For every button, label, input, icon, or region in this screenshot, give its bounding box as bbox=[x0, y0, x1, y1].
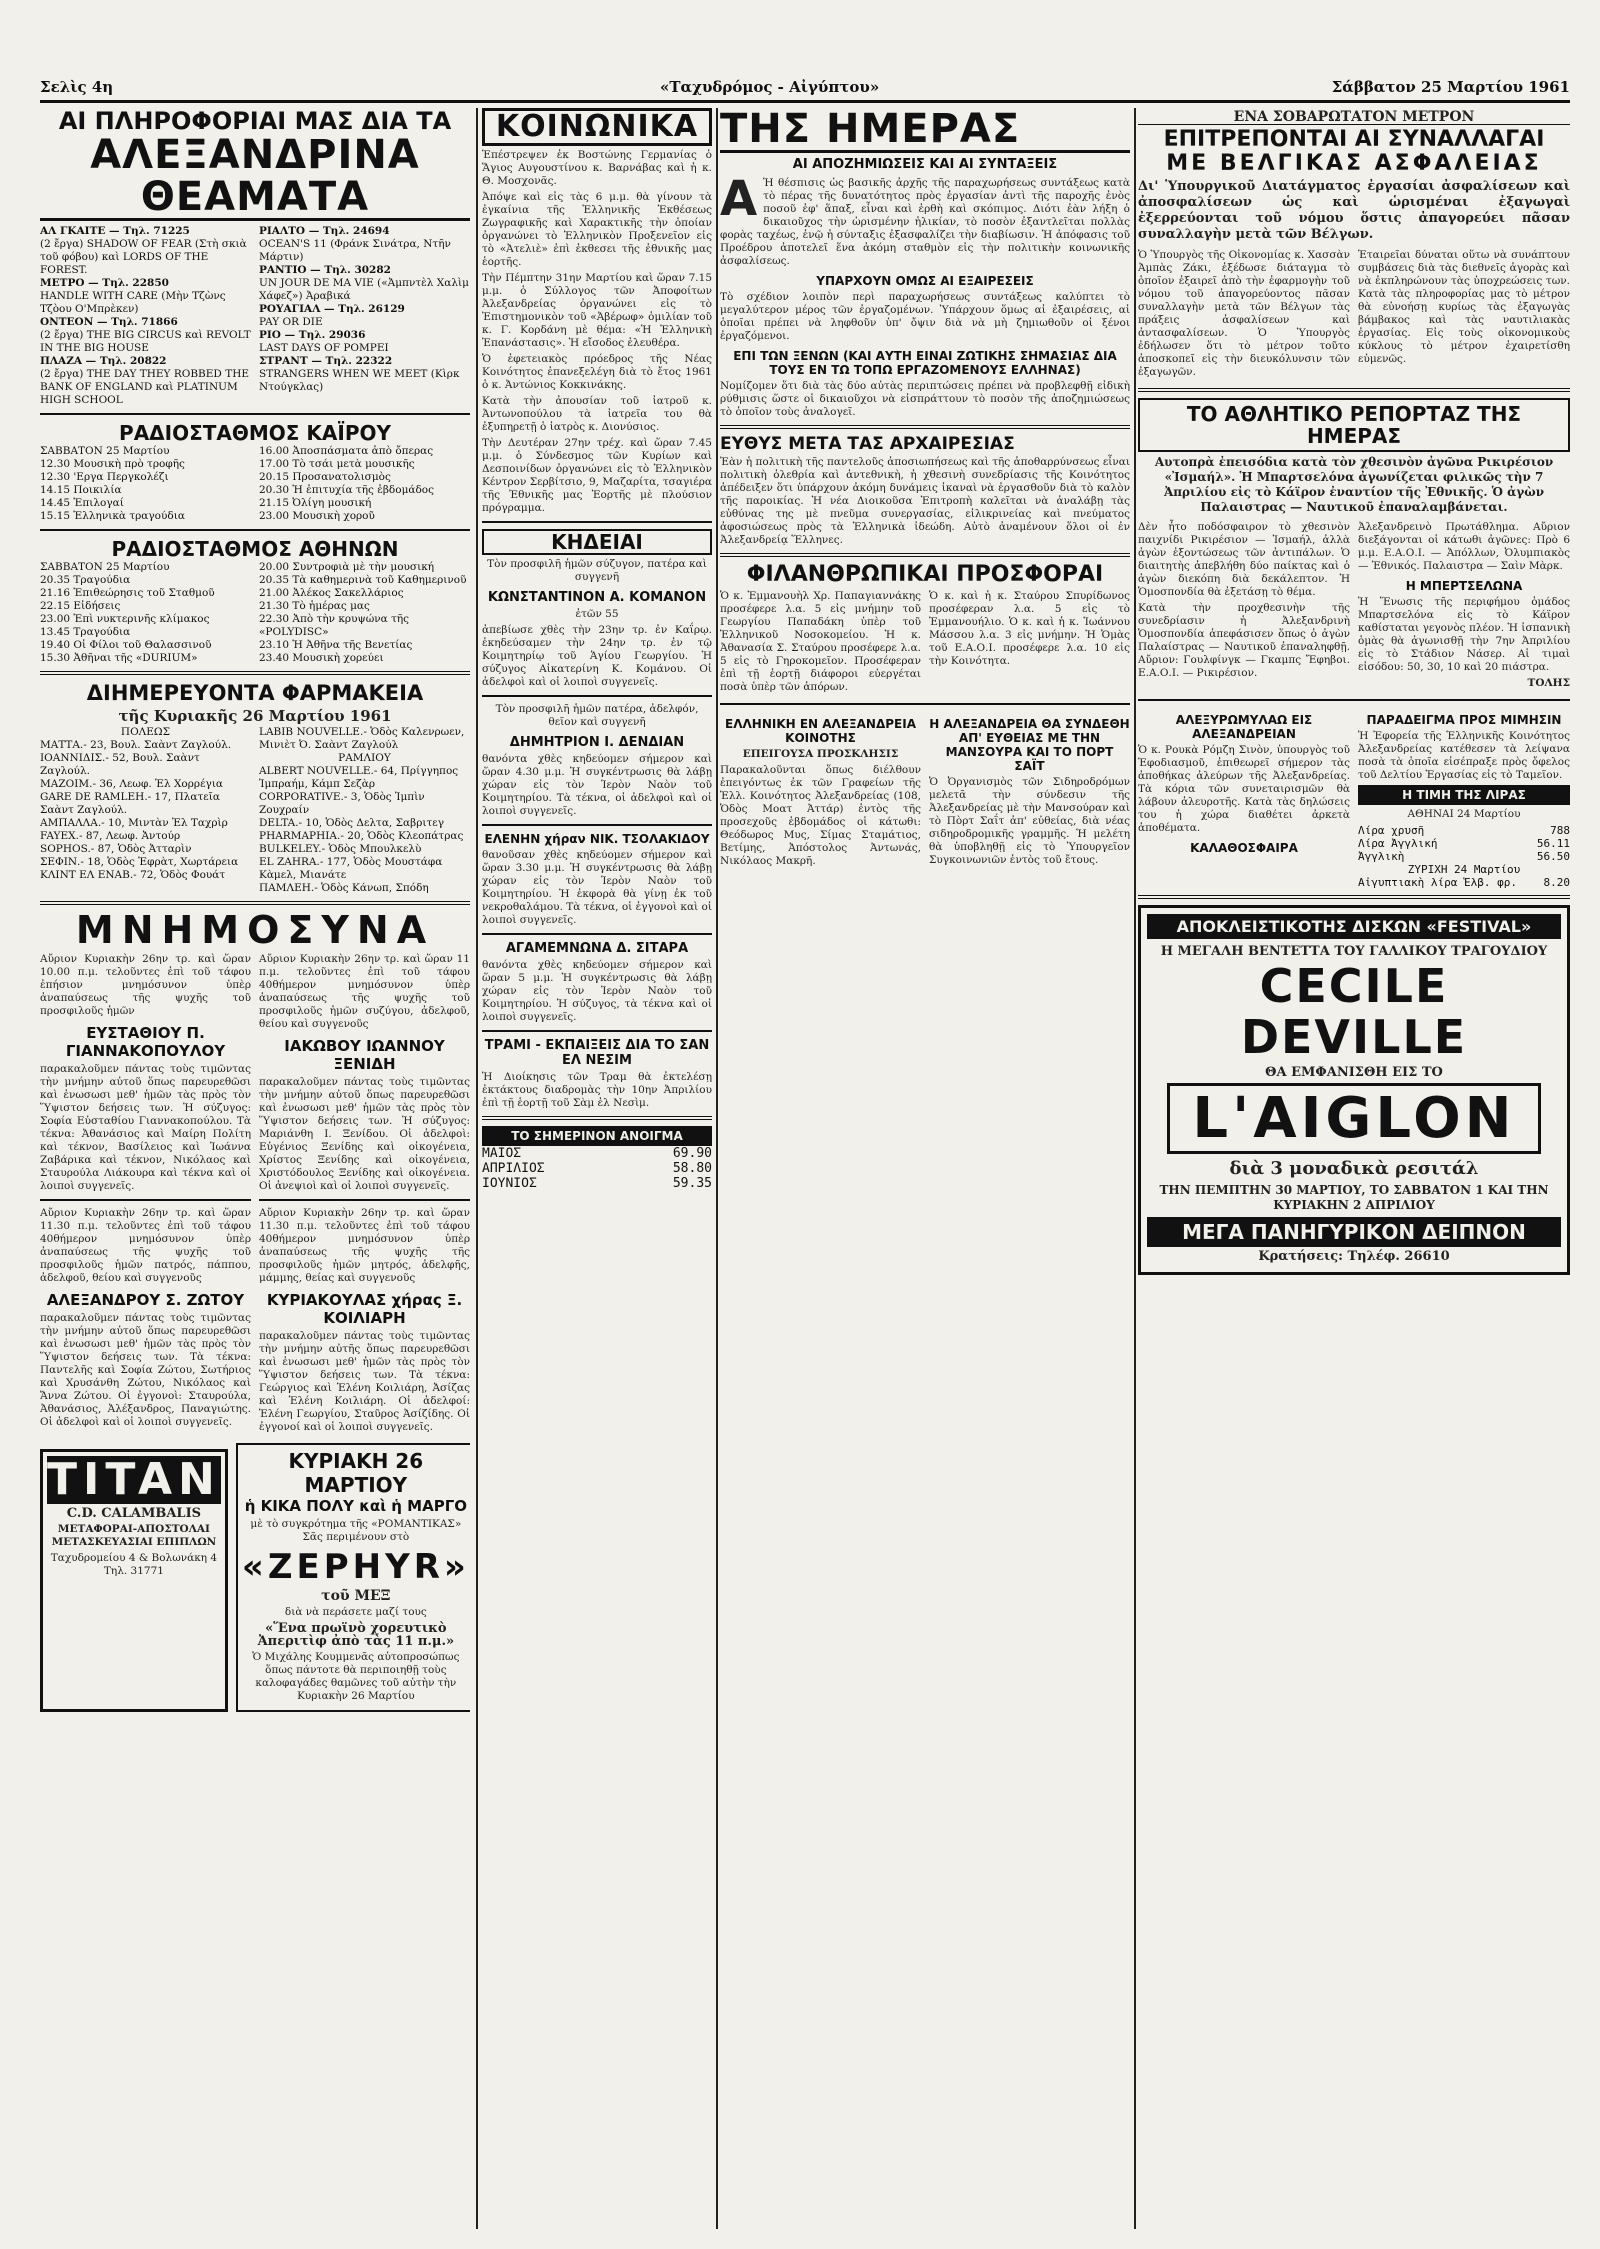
schedule-item: 20.35 Τραγούδια bbox=[40, 574, 131, 587]
cinema-entry: (2 ἔργα) SHADOW OF FEAR (Στὴ σκιὰ τοῦ φόβου) καὶ LORDS OF THE FOREST. bbox=[40, 238, 247, 277]
column-entertainment bbox=[40, 108, 470, 2229]
social-item: Ἀπόψε καὶ εἰς τὰς 6 μ.μ. θὰ γίνουν τὰ ἐγκαίνια τῆς Ἑλληνικῆς Ἐκθέσεως Ζωγραφικῆς καὶ Χαρακτικῆς τὴν ὁποίαν ὀργανώνει τὸ Ἑλληνικὸν Προξενεῖον εἰς τὸ «Ἀτελιὲ» ἐπὶ ἐκθεσει τῆς ἐθνικῆς μας ἑορτῆς. bbox=[482, 190, 712, 268]
pharmacy-entry: SOPHOS.- 87, Ὁδὸς Ἀτταρὶν bbox=[40, 842, 192, 855]
editorial-heading: ΤΗΣ ΗΜΕΡΑΣ bbox=[720, 108, 1130, 153]
lira-heading: Η ΤΙΜΗ ΤΗΣ ΛΙΡΑΣ bbox=[1358, 785, 1570, 805]
memorial-name: ΚΥΡΙΑΚΟΥΛΑΣ χήρας Ξ. ΚΟΙΛΙΑΡΗ bbox=[266, 1291, 463, 1328]
schedule-item: 12.30 'Εργα Περγκολέζι bbox=[40, 471, 169, 484]
cinema-entry: ΑΛ ΓΚΑΙΤΕ — Τηλ. 71225 bbox=[40, 225, 190, 238]
zephyr-intro: μὲ τὸ συγκρότημα τῆς «ΡΟΜΑΝΤΙΚΑΣ» Σᾶς περιμένουν στὸ bbox=[250, 1518, 462, 1544]
funeral-name: ΔΗΜΗΤΡΙΟΝ Ι. ΔΕΝΔΙΑΝ bbox=[509, 734, 685, 750]
memorials-heading: ΜΝΗΜΟΣΥΝΑ bbox=[75, 907, 435, 952]
social-heading: ΚΟΙΝΩΝΙΚΑ bbox=[482, 108, 712, 146]
pharmacy-entry: ΡΑΜΛΙΟΥ bbox=[338, 751, 391, 764]
cinema-entry: UN JOUR DE MA VIE («Ἀμπντὲλ Χαλὶμ Χάφεζ») Ἀραβικά bbox=[259, 277, 469, 303]
cinema-entry: HANDLE WITH CARE (Μὴν Τζὼνς Τζὸου Ο'Μπρὲκεν) bbox=[40, 290, 226, 316]
schedule-item: 21.00 Ἀλέκος Σακελλάριος bbox=[259, 587, 404, 600]
schedule-item: 16.00 Ἀποσπάσματα ἀπὸ ὄπερας bbox=[259, 445, 434, 458]
memorial-text: παρακαλοῦμεν πάντας τοὺς τιμῶντας τὴν μνήμην αὐτοῦ ὅπως παρευρεθῶσι καὶ ἐνωσωσι μεθ' ἡμῶν τὰς πρὸς τὸν Ὕψιστον δεήσεις των. Ἡ σύζυγος: Σοφία Εὐσταθίου Γιαννακοπούλου. Τὰ τέκνα: Ἀθανάσιος καὶ Μαίρη Πολίτη καὶ τέκνον, Βασίλειος καὶ Ἰωάννα Ζαβάρικα καὶ τέκνον, Νικόλαος καὶ Σταυρούλα Λιάκουρα καὶ τέκνα καὶ οἱ λοιποὶ συγγενεῖς. bbox=[40, 1063, 251, 1193]
schedule-item: 13.45 Τραγούδια bbox=[40, 626, 131, 639]
memorial-intro: Αὔριον Κυριακὴν 26ην τρ. καὶ ὥραν 11.30 π.μ. τελοῦντες ἐπὶ τοῦ τάφου 40θήμερον μνημόσυνον ὑπὲρ ἀναπαύσεως τῆς ψυχῆς τοῦ προσφιλοῦς ἡμῶν πατρός, πάππου, ἀδελφοῦ, θείου καὶ συγγενοῦς bbox=[40, 1207, 251, 1285]
schedule-item: 17.00 Τὸ τσάι μετὰ μουσικῆς bbox=[259, 458, 415, 471]
rate-row: ΑΠΡΙΛΙΟΣ 58.80 bbox=[482, 1160, 712, 1176]
schedule-item: 19.40 Οἱ Φίλοι τοῦ Θαλασσινοῦ bbox=[40, 639, 212, 652]
exemplary-heading: ΠΑΡΑΔΕΙΓΜΑ ΠΡΟΣ ΜΙΜΗΣΙΝ bbox=[1366, 713, 1562, 728]
author-signature: ΤΟΛΗΣ bbox=[1527, 677, 1570, 690]
insurance-body bbox=[1138, 246, 1570, 382]
cinema-list-left bbox=[40, 225, 251, 407]
pharmacies-heading: ΔΙΗΜΕΡΕΥΟΝΤΑ ΦΑΡΜΑΚΕΙΑ bbox=[86, 681, 424, 706]
funeral-text: θανοῦσαν χθὲς κηδεύομεν σήμερον καὶ ὥραν 3.30 μ.μ. Ἡ συγκέντρωσις θὰ λάβῃ χώραν εἰς τὸν Ἱερὸν Ναὸν τοῦ Κοιμητηρίου. Ἡ ἐκφορὰ θὰ γίνῃ ἐκ τοῦ νεκροθαλάμου. Τὰ τέκνα, οἱ ἐγγονοὶ καὶ οἱ λοιποὶ συγγενεῖς. bbox=[482, 848, 712, 926]
zephyr-ad bbox=[236, 1443, 470, 1712]
titan-services: ΜΕΤΑΦΟΡΑΙ-ΑΠΟΣΤΟΛΑΙ ΜΕΤΑΣΚΕΥΑΣΙΑΙ ΕΠΙΠΛΩΝ bbox=[51, 1523, 217, 1549]
schedule-item: 21.15 Ὀλίγη μουσική bbox=[259, 497, 372, 510]
cinema-entry: (2 ἔργα) THE BIG CIRCUS καὶ REVOLT IN THE BIG HOUSE bbox=[40, 329, 251, 355]
zephyr-date: ΚΥΡΙΑΚΗ 26 ΜΑΡΤΙΟΥ bbox=[288, 1449, 424, 1498]
memorial-name: ΙΑΚΩΒΟΥ ΙΩΑΝΝΟΥ ΞΕΝΙΔΗ bbox=[284, 1037, 445, 1074]
concert-ad bbox=[1138, 905, 1570, 1274]
cinema-entry: ΠΛΑΖΑ — Τηλ. 20822 bbox=[40, 355, 167, 368]
memorial-intro: Αὔριον Κυριακὴν 26ην τρ. καὶ ὥραν 11 π.μ. τελοῦντες ἐπὶ τοῦ τάφου 40θήμερον μνημόσυνον ὑπὲρ ἀναπαύσεως τῆς ψυχῆς τοῦ προσφιλοῦς ἡμῶν συζύγου, ἀδελφοῦ, θείου καὶ συγγενοῦς bbox=[259, 953, 470, 1031]
sports-text: Κατὰ τὴν προχθεσινὴν τῆς συνεδρίασιν ἡ Ἀλεξανδρινὴ Ὁμοσπονδία ἀπεφάσισεν ὅπως ὁ ἀγὼν Παλαίστρας — Ναυτικοῦ ἐπαναληφθῇ. Αὔριον: Γουλφίνγκ — Γκαμπς Ἔφηβοι. Ε.Α.Ο.Ι. — Ρικιρέσιον. bbox=[1138, 602, 1350, 680]
insurance-text: Ἑταιρεῖαι δύναται οὕτω νὰ συνάπτουν συμβάσεις διὰ τὰς διεθνεῖς ἀγορὰς καὶ νὰ ἐκπληρώνουν τὰς ὑποχρεώσεις των. Κατὰ τὰς πληροφορίας μας τὸ μέτρον θὰ εὐνοήσῃ κυρίως τὰς ἐξαγωγὰς βάμβακος καὶ τὰς ναυτιλιακὰς ἐργασίας. Εἰς τοὺς οἰκονομικοὺς κύκλους τὸ μέτρον ἐχαιρετίσθη εὐμενῶς. bbox=[1358, 249, 1570, 366]
kicker: ΕΝΑ ΣΟΒΑΡΩΤΑΤΟΝ ΜΕΤΡΟΝ bbox=[1138, 111, 1570, 125]
pharmacy-entry: FAYEX.- 87, Λεωφ. Ἀντούρ bbox=[40, 829, 181, 842]
memorial-intro: Αὔριον Κυριακὴν 26ην τρ. καὶ ὥραν 10.00 π.μ. τελοῦντες ἐπὶ τοῦ τάφου ἐπήσιον μνημόσυνον ὑπὲρ ἀναπαύσεως τῆς ψυχῆς τοῦ προσφιλοῦς ἡμῶν bbox=[40, 953, 251, 1018]
insurance-heading-line1: ΕΠΙΤΡΕΠΟΝΤΑΙ ΑΙ ΣΥΝΑΛΛΑΓΑΙ bbox=[1163, 127, 1545, 152]
pharmacy-entry: LABIB NOUVELLE.- Ὁδὸς Καλενρωεν, Μινιὲτ Ὀ. Σαὰντ Ζαγλούλ bbox=[259, 725, 465, 751]
flour-text: Ὁ κ. Ρουκὰ Ρόμζη Σινὸν, ὑπουργὸς τοῦ Ἐφοδιασμοῦ, ἐπιθεωρεῖ σήμερον τὰς ἀποθήκας ἀλεύρων τῆς Ἀλεξανδρείας. Τὰ κόρια τῶν συνεταιρισμῶν θὰ λάβουν ἀλευροτῆς. Κατὰ τὰς δηλώσεις του ἡ χώρα διαθέτει ἀρκετὰ ἀποθέματα. bbox=[1138, 744, 1350, 835]
cinema-entry: LAST DAYS OF POMPEI bbox=[259, 342, 389, 355]
funerals-heading: ΚΗΔΕΙΑΙ bbox=[482, 529, 712, 555]
schedule-item: 23.10 Ἡ Ἀθῆνα τῆς Βενετίας bbox=[259, 639, 413, 652]
schedule-item: 20.15 Προσανατολισμὸς bbox=[259, 471, 391, 484]
pharmacy-entry: GARE DE RAMLEH.- 17, Πλατεῖα Σαὰντ Ζαγλούλ. bbox=[40, 790, 220, 816]
column-rule bbox=[1134, 108, 1136, 2229]
cotton-heading: ΤΟ ΣΗΜΕΡΙΝΟΝ ΑΝΟΙΓΜΑ bbox=[482, 1126, 712, 1146]
sports-text: Δὲν ἦτο ποδόσφαιρον τὸ χθεσινὸν παιχνίδι Ρικιρέσιον — Ἰσμαήλ, ἀλλὰ ἀγὼν ἐξοντώσεως τῶν ἀντιπάλων. Ὁ διαιτητὴς ἀπεβλήθη δύο παίκτας καὶ ὁ ἀγὼν διεκόπη διὰ δεκάλεπτον. Ἡ Ὁμοσπονδία θὰ ἐξετάσῃ τὸ θέμα. bbox=[1138, 521, 1350, 599]
social-item: Τὴν Δευτέραν 27ην τρέχ. καὶ ὥραν 7.45 μ.μ. ὁ Σύνδεσμος τῶν Κυρίων καὶ Δεσποινίδων ὀργανώνει εἰς τὸ Ἑλληνικὸν Κέντρον Σερβίτσιο, 9, Μαζαρίτα, τσαγιέρα τῆς Ἐθνικῆς μας Ἑορτῆς μὲ πλούσιον πρόγραμμα. bbox=[482, 436, 712, 514]
funeral-name: ΕΛΕΝΗΝ χήραν ΝΙΚ. ΤΣΟΛΑΚΙΔΟΥ bbox=[484, 831, 710, 846]
editorial-subheading: ΑΙ ΑΠΟΖΗΜΙΩΣΕΙΣ ΚΑΙ ΑΙ ΣΥΝΤΑΞΕΙΣ bbox=[792, 157, 1058, 172]
titan-company: C.D. CALAMBALIS bbox=[66, 1506, 202, 1522]
pharmacy-entry: DELTA.- 10, Ὁδὸς Δελτα, Σαβριτεγ bbox=[259, 816, 445, 829]
cinema-entry: ΟΝΤΕΟΝ — Τηλ. 71866 bbox=[40, 316, 178, 329]
basketball-heading: ΚΑΛΑΘΟΣΦΑΙΡΑ bbox=[1190, 841, 1298, 856]
zephyr-of: τοῦ ΜΕΞ bbox=[321, 1588, 391, 1605]
radio-athens-schedule bbox=[40, 561, 470, 665]
barcelona-heading: Η ΜΠΕΡΤΣΕΛΩΝΑ bbox=[1405, 579, 1523, 594]
news-row bbox=[1138, 707, 1570, 889]
cinema-entry: ΜΕΤΡΟ — Τηλ. 22850 bbox=[40, 277, 169, 290]
rate-row: Ἀγγλικὴ 56.50 bbox=[1358, 850, 1570, 864]
star-name: CECILE DEVILLE bbox=[1240, 959, 1468, 1064]
disc-header: ΑΠΟΚΛΕΙΣΤΙΚΟΤΗΣ ΔΙΣΚΩΝ «FESTIVAL» bbox=[1147, 914, 1561, 939]
schedule-item: 15.30 Ἀθῆναι τῆς «DURIUM» bbox=[40, 652, 198, 665]
newspaper-name: «Ταχυδρόμος - Αἰγύπτου» bbox=[660, 78, 880, 96]
disc-subheading: Η ΜΕΓΑΛΗ ΒΕΝΤΕΤΤΑ ΤΟΥ ΓΑΛΛΙΚΟΥ ΤΡΑΓΟΥΔΙΟΥ bbox=[1160, 944, 1548, 960]
railway-heading: Η ΑΛΕΞΑΝΔΡΕΙΑ ΘΑ ΣΥΝΔΕΘΗ ΑΠ' ΕΥΘΕΙΑΣ ΜΕ ΤΗΝ ΜΑΝΣΟΥΡΑ ΚΑΙ ΤΟ ΠΟΡΤ ΣΑΪΤ bbox=[929, 717, 1130, 774]
pharmacy-entry: ΜΑΤΤΑ.- 23, Βουλ. Σαὰντ Ζαγλούλ. bbox=[40, 738, 232, 751]
community-text: Παρακαλοῦνται ὅπως διέλθουν ἐπειγόντως ἐκ τῶν Γραφείων τῆς Ἑλλ. Κοινότητος Ἀλεξανδρείας (108, Ὁδὸς Μοατ Ἀττάρ) ἐντὸς τῆς προσεχοῦς ἑβδομάδος οἱ κάτωθι: Θεόδωρος Μυς, Σίμας Σταμάτιος, Βετίμης, Ἀπόστολος Ἀντωνάς, Νικόλαος Μακρῆ. bbox=[720, 764, 921, 868]
barcelona-text: Ἡ Ἕνωσις τῆς περιφήμου ὁμάδος Μπαρτσελόνα εἰς τὸ Κάϊρον καθίσταται γεγονὸς πλέον. Ἡ ἰσπανικὴ ὁμὰς θὰ ἀγωνισθῇ τὴν 7ην Ἀπριλίου εἰς τὸ Στάδιον Νάσερ. Αἱ τιμαὶ εἰσόδου: 50, 30, 10 καὶ 20 πιάστρα. bbox=[1358, 596, 1570, 674]
funeral-age: ἐτῶν 55 bbox=[575, 607, 619, 620]
titan-logo: TITAN bbox=[47, 1454, 221, 1506]
cinema-entry: ΣΤΡΑΝΤ — Τηλ. 22322 bbox=[259, 355, 393, 368]
pharmacy-entry: ΣΕΦΙΝ.- 18, Ὁδὸς Ἐφρὰτ, Χωρτάρεια bbox=[40, 855, 239, 868]
editorial-subhead: ΕΠΙ ΤΩΝ ΞΕΝΩΝ (ΚΑΙ ΑΥΤΗ ΕΙΝΑΙ ΖΩΤΙΚΗΣ ΣΗΜΑΣΙΑΣ ΔΙΑ ΤΟΥΣ ΕΝ ΤΩ ΤΟΠΩ ΕΡΓΑΖΟΜΕΝΟΥΣ ΕΛΛΗΝΑΣ) bbox=[733, 348, 1117, 377]
cinema-list-right bbox=[259, 225, 470, 407]
pharmacy-entry: ΜΑΖΟΙΜ.- 36, Λεωφ. Ἐλ Χορρέγια bbox=[40, 777, 224, 790]
charity-text: Ὁ κ. καὶ ἡ κ. Σταύρου Σπυρίδωνος προσέφεραν λ.α. 5 εἰς τὸ Ἐμμανουήλιο. Ὁ κ. καὶ ἡ κ. Ἰωάννου Μάσσου λ.α. 3 εἰς μνήμην. Ἡ Ὁμὰς τοῦ Ε.Α.Ο.Ι. προσέφερε λ.α. 10 εἰς τὴν Κοινότητα. bbox=[929, 590, 1130, 668]
social-item: Κατὰ τὴν ἀπουσίαν τοῦ ἰατροῦ κ. Ἀντωνοπούλου τὰ ἰατρεῖα του θὰ ἐξυπηρετῇ ὁ ἰατρὸς κ. Διονύσιος. bbox=[482, 394, 712, 433]
schedule-item: 23.00 Ἐπὶ νυκτερινῆς κλίμακος bbox=[40, 613, 210, 626]
schedule-item: 15.15 Ἑλληνικὰ τραγούδια bbox=[40, 510, 185, 523]
recital-line: διὰ 3 μοναδικὰ ρεσιτάλ bbox=[1229, 1157, 1479, 1179]
rate-row: ΙΟΥΝΙΟΣ 59.35 bbox=[482, 1175, 712, 1191]
sports-body bbox=[1138, 518, 1570, 693]
page-number: Σελὶς 4η bbox=[40, 78, 114, 96]
cinema-entry: ΡΙΑΛΤΟ — Τηλ. 24694 bbox=[259, 225, 390, 238]
schedule-item: 21.16 Ἐπιθεώρησις τοῦ Σταθμοῦ bbox=[40, 587, 215, 600]
pharmacy-entry: BULKELEY.- Ὁδὸς Μπουλκελὺ bbox=[259, 842, 422, 855]
memorial-text: παρακαλοῦμεν πάντας τοὺς τιμῶντας τὴν μνήμην αὐτῆς ὅπως παρευρεθῶσι καὶ ἐνωσωσι μεθ' ἡμῶν τὰς πρὸς τὸν Ὕψιστον δεήσεις των. Τὰ τέκνα: Γεώργιος καὶ Ἑλένη Κοιλιάρη, Ἀσίζας καὶ Ἑλένη Κοιλιάρη. Οἱ ἀδελφοί: Ἑλένη Γεωργίου, Σταῦρος Ἀσίζίδης. Οἱ ἐγγονοί καὶ οἱ λοιποὶ συγγενεῖς. bbox=[259, 1330, 470, 1434]
rate-row: Λίρα Ἀγγλική 56.11 bbox=[1358, 837, 1570, 851]
memorial-name: ΑΛΕΞΑΝΔΡΟΥ Σ. ΖΩΤΟΥ bbox=[46, 1291, 245, 1310]
cinema-entry: ΡΙΟ — Τηλ. 29036 bbox=[259, 329, 366, 342]
article-heading: ΕΥΘΥΣ ΜΕΤΑ ΤΑΣ ΑΡΧΑΙΡΕΣΙΑΣ bbox=[720, 433, 1015, 454]
ads-row bbox=[40, 1443, 470, 1712]
zephyr-line1: διὰ νὰ περάσετε μαζί τους bbox=[284, 1606, 427, 1619]
insurance-heading-line2: ΜΕ ΒΕΛΓΙΚΑΣ ΑΣΦΑΛΕΙΑΣ bbox=[1166, 151, 1542, 177]
cinema-entry: ΡΑΝΤΙΟ — Τηλ. 30282 bbox=[259, 264, 391, 277]
pharmacy-entry: ΠΑΜΛΕΗ.- Ὁδὸς Κάνωπ, Σπόδη bbox=[259, 881, 429, 894]
dinner-line: ΜΕΓΑ ΠΑΝΗΓΥΡΙΚΟΝ ΔΕΙΠΝΟΝ bbox=[1147, 1217, 1561, 1247]
schedule-item: ΣΑΒΒΑΤΟΝ 25 Μαρτίου bbox=[40, 445, 170, 458]
editorial-text: Τὸ σχέδιον λοιπὸν περὶ παραχωρήσεως συντάξεως καλύπτει τὸ μεγαλύτερον μέρος τῶν ἐργαζομένων. Ὑπάρχουν ὅμως αἱ ἐξαιρέσεις, αἱ ὁποῖαι πρέπει νὰ ληφθοῦν ὑπ' ὄψιν διὰ νὰ μὴ ζημιωθοῦν οἱ ξένοι ἐργαζόμενοι. bbox=[720, 290, 1130, 342]
funeral-text: ἀπεβίωσε χθὲς τὴν 23ην τρ. ἐν Καΐρῳ. ἐκηδεύσαμεν τὴν 24ην τρ. ἐν τῷ Κοιμητηρίῳ τοῦ Ἁγίου Γεωργίου. Ἡ σύζυγος Αἰκατερίνη Κ. Κομάνου. Οἱ ἀδελφοὶ καὶ οἱ λοιποὶ συγγενεῖς. bbox=[482, 623, 712, 688]
tram-heading: ΤΡΑΜΙ - ΕΚΠΑΙΞΕΙΣ ΔΙΑ ΤΟ ΣΑΝ ΕΛ ΝΕΣΙΜ bbox=[484, 1037, 710, 1068]
editorial-subhead: ΥΠΑΡΧΟΥΝ ΟΜΩΣ ΑΙ ΕΞΑΙΡΕΣΕΙΣ bbox=[816, 273, 1034, 288]
article-text: Ἐὰν ἡ πολιτικὴ τῆς παντελοῦς ἀποσιωπήσεως καὶ τῆς ἀποθαρρύνσεως εἶναι πολιτικὴ ὀλεθρία καὶ ἀντεθνικὴ, ἡ χθεσινὴ συνεδρίασις τῆς Κοινότητος ἀπέδειξεν ὅτι ὑπάρχουν ἀκόμη δυνάμεις ἱκαναὶ νὰ ἐργασθοῦν διὰ τὸ καλὸν τῆς παροικίας. Ἡ νέα Διοικοῦσα Ἐπιτροπὴ καλεῖται νὰ ἀναλάβῃ τὰς εὐθύνας της μὲ πνεῦμα συνεργασίας, εἰλικρινείας καὶ πνεύματος ἀφοσιώσεως πρὸς τὰ Ἑλληνικὰ ἰδεώδη. Αὐτὸ ἀναμένουν ὅλοι οἱ ἐν Ἀλεξανδρείᾳ Ἕλληνες. bbox=[720, 456, 1130, 547]
memorials bbox=[40, 950, 470, 1437]
zephyr-line2: «Ἕνα πρωϊνὸ χορευτικὸ Ἀπεριτὶφ ἀπὸ τὰς 11 π.μ.» bbox=[257, 1621, 455, 1650]
schedule-item: 23.40 Μουσικὴ χορεύει bbox=[259, 652, 384, 665]
cinema-entry: PAY OR DIE bbox=[259, 316, 323, 329]
funeral-intro: Τὸν προσφιλῆ ἡμῶν σύζυγον, πατέρα καὶ συγγενῆ bbox=[487, 557, 707, 583]
editorial-text: Α Ἡ θέσπισις ὡς βασικῆς ἀρχῆς τῆς παραχωρήσεως συντάξεως κατὰ τὸ πέρας τῆς δυνατότητος πρὸς ἐργασίαν ἀντὶ τῆς παροχῆς ἐνὸς ποσοῦ ἐφ' ἅπαξ, εἶναι καὶ ἐρθὴ καὶ σκόπιμος. Διότι ἐὰν λήξη ὁ δικαιοῦχος τὴν ὡρισμένην ἡλικίαν, τὸ ποσὸν ἐξαντλεῖται πολλὰς φορὰς ταχέως, ἐνῷ ἡ σύνταξις ἐξασφαλίζει τὴν διαβίωσιν. Ἡ ἀπόφασις τοῦ Προέδρου ἀποτελεῖ ἕνα ἀκόμη σταθμὸν εἰς τὴν πολιτικὴν κοινωνικῆς ἀσφαλίσεως. bbox=[720, 170, 1130, 267]
insurance-lead: Δι' Ὑπουργικοῦ Διατάγματος ἐργασίαι ἀσφαλίσεων καὶ ἀποσφαλίσεων ὡς καὶ ὡρισμέναι ἐξαγωγαὶ ἐξερρεύονται τοῦ νόμου ὅστις ἀπαγορεύει πᾶσαν συναλλαγὴν μετὰ τῶν Βέλγων. bbox=[1138, 179, 1570, 243]
cinema-entry: OCEAN'S 11 (Φράνκ Σινάτρα, Ντῆν Μάρτιν) bbox=[259, 238, 451, 264]
issue-date: Σάββατον 25 Μαρτίου 1961 bbox=[1331, 78, 1570, 96]
sports-text: Ἀλεξανδρεινὸ Πρωτάθλημα. Αὔριον διεξάγονται οἱ κάτωθι ἀγῶνες: Πρὸ 6 μ.μ. Ε.Α.Ο.Ι. — Ἀπόλλων, Ὀλυμπιακὸς — Ἐθνικός. Παλαιστρα — Σαὶν Μὰρκ. bbox=[1358, 521, 1570, 573]
titan-ad bbox=[40, 1449, 228, 1712]
cinema-entry: ΡΟΥΑΓΙΑΛ — Τηλ. 26129 bbox=[259, 303, 405, 316]
schedule-item: 22.15 Εἰδήσεις bbox=[40, 600, 121, 613]
lira-rates bbox=[1358, 824, 1570, 889]
funeral-text: θανόντα χθὲς κηδεύομεν σήμερον καὶ ὥραν 5 μ.μ. Ἡ συγκέντρωσις θὰ λάβῃ χώραν εἰς τὸν Ἱερὸν Ναὸν τοῦ Κοιμητηρίου. Ἡ σύζυγος, τὰ τέκνα καὶ οἱ λοιποὶ συγγενεῖς. bbox=[482, 958, 712, 1023]
charity-heading: ΦΙΛΑΝΘΡΩΠΙΚΑΙ ΠΡΟΣΦΟΡΑΙ bbox=[746, 562, 1104, 588]
cotton-rates bbox=[482, 1146, 712, 1191]
rate-row: ΜΑΪΟΣ 69.90 bbox=[482, 1145, 712, 1161]
pharmacy-entry: ΠΟΛΕΩΣ bbox=[120, 725, 171, 738]
zephyr-logo: «ΖΕΡΗΥR» bbox=[241, 1547, 470, 1588]
pharmacy-entry: PHARMAPHIA.- 20, Ὁδὸς Κλεοπάτρας bbox=[259, 829, 464, 842]
memorial-name: ΕΥΣΤΑΘΙΟΥ Π. ΓΙΑΝΝΑΚΟΠΟΥΛΟΥ bbox=[65, 1024, 226, 1061]
cinema-entry: STRANGERS WHEN WE MEET (Κὶρκ Ντούγκλας) bbox=[259, 368, 460, 394]
funeral-intro: Τὸν προσφιλῆ ἡμῶν πατέρα, ἀδελφόν, θεῖον καὶ συγγενῆ bbox=[495, 702, 699, 728]
social-item: Ὁ ἐφετειακὸς πρόεδρος τῆς Νέας Κοινότητος ἐπανεξελέγη διὰ τὸ ἔτος 1961 ὁ κ. Ἀντώνιος Κοκκινάκης. bbox=[482, 352, 712, 391]
column-economy-sports bbox=[1138, 108, 1570, 2229]
lira-place: ΑΘΗΝΑΙ 24 Μαρτίου bbox=[1407, 808, 1521, 821]
charity-body bbox=[720, 587, 1130, 697]
radio-athens-heading: ΡΑΔΙΟΣΤΑΘΜΟΣ ΑΘΗΝΩΝ bbox=[111, 537, 399, 562]
cinema-entry: (2 ἔργα) THE DAY THEY ROBBED THE BANK OF ENGLAND καὶ PLATINUM HIGH SCHOOL bbox=[40, 368, 250, 407]
column-rule bbox=[476, 108, 478, 2229]
schedule-item: 20.30 Ἡ ἐπιτυχία τῆς ἑβδομάδος bbox=[259, 484, 435, 497]
funeral-name: ΑΓΑΜΕΜΝΩΝΑ Δ. ΣΙΤΑΡΑ bbox=[505, 940, 689, 956]
memorial-text: παρακαλοῦμεν πάντας τοὺς τιμῶντας τὴν μνήμην αὐτοῦ ὅπως παρευρεθῶσι καὶ ἐνωσωσι μεθ' ἡμῶν τὰς πρὸς τὸν Ὕψιστον δεήσεις των. Ἡ σύζυγος: Μαριάνθη Ι. Ξενίδου. Οἱ ἀδελφοὶ: Εὐγένιος Ξενίδης καὶ οἰκογένεια, Χρίστος Ξενίδης καὶ οἰκογένεια, Χριστόδουλος Ξενίδης καὶ οἰκογένεια. Οἱ ἀνεψιοὶ καὶ οἱ λοιποὶ συγγενεῖς. bbox=[259, 1076, 470, 1193]
schedule-item: 23.00 Μουσικὴ χοροῦ bbox=[259, 510, 375, 523]
sports-lead: Αυτοπρὰ ἐπεισόδια κατὰ τὸν χθεσινὸν ἀγῶνα Ρικιρέσιον «Ἰσμαήλ». Ἡ Μπαρτσελόνα ἀγωνίζεται φιλικῶς τὴν 7 Ἀπριλίου εἰς τὸ Κάϊρον ἐναντίον τῆς Ἐθνικῆς. Ὁ ἀγὼν Παλαιστρας — Ναυτικοῦ ἐπαναλαμβάνεται. bbox=[1154, 455, 1554, 515]
exemplary-text: Ἡ Ἐφορεία τῆς Ἑλληνικῆς Κοινότητος Ἀλεξανδρείας κατέθεσεν τὰ λείψανα ποσὰ τὰ ὁποῖα εἰσέπραξε πρὸς ὄφελος τοῦ Δελτίου Ἐργασίας εἰς τὸ Ταμεῖον. bbox=[1358, 730, 1570, 782]
railway-text: Ὁ Ὀργανισμὸς τῶν Σιδηροδρόμων μελετᾶ τὴν σύνδεσιν τῆς Ἀλεξανδρείας μὲ τὴν Μανσούραν καὶ τὸ Πὸρτ Σαΐτ ἀπ' εὐθείας, διὰ νέας σιδηροδρομικῆς γραμμῆς. Ἡ μελέτη θὰ ὑποβληθῇ εἰς τὸ Ὑπουργεῖον Συγκοινωνιῶν ἐντὸς τοῦ ἔτους. bbox=[929, 776, 1130, 867]
appear-line: ΘΑ ΕΜΦΑΝΙΣΘΗ ΕΙΣ ΤΟ bbox=[1265, 1064, 1443, 1080]
charity-text: Ὁ κ. Ἐμμανουὴλ Χρ. Παπαγιαννάκης προσέφερε λ.α. 5 εἰς μνήμην τοῦ Γεωργίου Παπαδάκη ὑπὲρ τοῦ Ἑλληνικοῦ Νοσοκομείου. Ἡ κ. Ἀθανασία Σ. Σταύρου προσέφερε λ.α. 5 εἰς τὸ Γηροκομεῖον. Προσέφεραν ἐπὶ τῇ ἑορτῇ διάφοροι εὐεργέται ποσὰ ὑπὲρ τῶν ἀπόρων. bbox=[720, 590, 921, 694]
memorial-text: παρακαλοῦμεν πάντας τοὺς τιμῶντας τὴν μνήμην αὐτοῦ ὅπως παρευρεθῶσι καὶ ἐνωσωσι μεθ' ἡμῶν τὰς πρὸς τὸν Ὕψιστον δεήσεις των. Τὰ τέκνα: Παντελῆς καὶ Σοφία Ζώτου, Σωτήριος καὶ Χρυσάνθη Ζώτου, Νικόλαος καὶ Ἄννα Ζώτου. Οἱ ἐγγονοὶ: Σταυρούλα, Ἀθανάσιος, Ἀλέξανδρος, Παναγιώτης. Οἱ ἀδελφοὶ καὶ οἱ λοιποὶ συγγενεῖς. bbox=[40, 1312, 251, 1429]
titan-address: Ταχυδρομείου 4 & Βολωνάκη 4 Τηλ. 31771 bbox=[50, 1552, 218, 1578]
shows-heading-line1: ΑΙ ΠΛΗΡΟΦΟΡΙΑΙ ΜΑΣ ΔΙΑ ΤΑ bbox=[58, 108, 452, 135]
schedule-item: 21.30 Τὸ ἡμέρας μας bbox=[259, 600, 370, 613]
funeral-text: θανόντα χθὲς κηδεύομεν σήμερον καὶ ὥραν 4.30 μ.μ. Ἡ συγκέντρωσις θὰ λάβῃ χώραν εἰς τὸν Ἱερὸν Ναὸν τοῦ Κοιμητηρίου. Τὰ τέκνα, οἱ ἀδελφοὶ καὶ οἱ λοιποὶ συγγενεῖς. bbox=[482, 752, 712, 817]
schedule-item: ΣΑΒΒΑΤΟΝ 25 Μαρτίου bbox=[40, 561, 170, 574]
reservations-line: Κρατήσεις: Τηλέφ. 26610 bbox=[1258, 1248, 1450, 1264]
column-rule bbox=[716, 108, 718, 2229]
rate-row: Λίρα χρυσῆ 788 bbox=[1358, 824, 1570, 838]
pharmacy-entry: ΑΜΠΑΛΛΑ.- 10, Μιντὰν Ἐλ Ταχρὶρ bbox=[40, 816, 228, 829]
schedule-item: 12.30 Μουσικὴ πρὸ τροφῆς bbox=[40, 458, 185, 471]
notices-row bbox=[720, 711, 1130, 871]
rate-row: ΖΥΡΙΧΗ 24 Μαρτίου bbox=[1407, 863, 1521, 877]
editorial-text: Νομίζομεν ὅτι διὰ τὰς δύο αὐτὰς περιπτώσεις πρέπει νὰ προβλεφθῇ εἰδικὴ ρύθμισις ὥστε οἱ δικαιοῦχοι νὰ εἰσπράττουν τὸ ποσὸν τῆς ἀποζημιώσεως τὸ ὁποῖον τοὺς ἀναλογεῖ. bbox=[720, 379, 1130, 418]
pharmacy-entry: ΙΟΑΝΝΙΔΙΣ.- 52, Βουλ. Σαὰντ Ζαγλούλ. bbox=[40, 751, 200, 777]
rate-row: Αἰγυπτιακὴ λίρα Ἑλβ. φρ. 8.20 bbox=[1358, 876, 1570, 890]
pharmacy-entry: ALBERT NOUVELLE.- 64, Πρίγγηπος Ἰμπραήμ, Κάμπ Σεζὰρ bbox=[259, 764, 459, 790]
funeral-name: ΚΩΝΣΤΑΝΤΙΝΟΝ Α. ΚΟΜΑΝΟΝ bbox=[487, 589, 707, 605]
community-heading: ΕΛΛΗΝΙΚΗ ΕΝ ΑΛΕΞΑΝΔΡΕΙΑ ΚΟΙΝΟΤΗΣ bbox=[725, 717, 916, 746]
tram-text: Ἡ Διοίκησις τῶν Τραμ θὰ ἐκτελέσῃ ἐκτάκτους διαδρομὰς τὴν 10ην Ἀπριλίου ἐπὶ τῇ ἑορτῇ τοῦ Σὰμ ἐλ Νεσὶμ. bbox=[482, 1070, 712, 1109]
zephyr-footer: Ὁ Μιχάλης Κουμμενᾶς αὐτοπροσώπως ὅπως πάντοτε θὰ περιποιηθῇ τοὺς καλοφαγάδες θαμῶνες τοῦ αὐτὴν τὴν Κυριακὴν 26 Μαρτίου bbox=[252, 1651, 460, 1703]
pharmacy-entry: EL ZAHRA.- 177, Ὁδὸς Μουστάφα Κὰμελ, Μιανάτε bbox=[259, 855, 443, 881]
memorial-intro: Αὔριον Κυριακὴν 26ην τρ. καὶ ὥραν 11.30 π.μ. τελοῦντες ἐπὶ τοῦ τάφου 40θήμερον μνημόσυνον ὑπὲρ ἀναπαύσεως τῆς ψυχῆς τῆς προσφιλοῦς ἡμῶν μητρός, ἀδελφῆς, μάμμης, θείας καὶ συγγενοῦς bbox=[259, 1207, 470, 1285]
radio-cairo-heading: ΡΑΔΙΟΣΤΑΘΜΟΣ ΚΑΪΡΟΥ bbox=[119, 421, 391, 446]
pharmacy-entry: CORPORATIVE.- 3, Ὁδὸς Ἰμπὶν Ζουχραίν bbox=[259, 790, 425, 816]
cinema-listings bbox=[40, 225, 470, 407]
social-item: Ἐπέστρεψεν ἐκ Βοστώνης Γερμανίας ὁ Ἅγιος Αυγουστίνου κ. Βαρνάβας καὶ ἡ κ. Θ. Μοσχονᾶς. bbox=[482, 148, 712, 187]
pharmacies-list bbox=[40, 726, 470, 895]
sports-heading: ΤΟ ΑΘΛΗΤΙΚΟ ΡΕΠΟΡΤΑΖ ΤΗΣ ΗΜΕΡΑΣ bbox=[1138, 398, 1570, 452]
schedule-item: 14.15 Ποικιλία bbox=[40, 484, 122, 497]
schedule-item: 22.30 Ἀπὸ τὴν κρυψώνα τῆς «POLYDISC» bbox=[259, 613, 410, 639]
community-subheading: ΕΠΕΙΓΟΥΣΑ ΠΡΟΣΚΛΗΣΙΣ bbox=[742, 748, 899, 761]
masthead bbox=[40, 78, 1570, 103]
insurance-text: Ὁ Ὑπουργὸς τῆς Οἰκονομίας κ. Χασσὰν Ἀμπὰς Ζάκι, ἐξέδωσε διάταγμα τὸ ὁποῖον ἐξαιρεῖ ἀπὸ τὴν ἐφαρμογὴν τοῦ νόμου τοῦ ἀπαγορεύοντος πᾶσαν συναλλαγὴν μετὰ τῶν Βέλγων τὰς πράξεις ἀσφαλίσεων καὶ ἀντασφαλίσεων. Ὁ Ὑπουργὸς ἐδήλωσεν ὅτι τὸ μέτρον τοῦτο ἀποσκοπεῖ εἰς τὴν διευκόλυνσιν τῶν ἐξαγωγῶν. bbox=[1138, 249, 1350, 379]
schedule-item: 20.00 Συντροφιὰ μὲ τὴν μουσική bbox=[259, 561, 435, 574]
dates-line: ΤΗΝ ΠΕΜΠΤΗΝ 30 ΜΑΡΤΙΟΥ, ΤΟ ΣΑΒΒΑΤΟΝ 1 ΚΑΙ ΤΗΝ ΚΥΡΙΑΚΗΝ 2 ΑΠΡΙΛΙΟΥ bbox=[1159, 1182, 1549, 1212]
column-editorial bbox=[720, 108, 1130, 2229]
schedule-item: 20.35 Τὰ καθημερινὰ τοῦ Καθημερινοῦ bbox=[259, 574, 467, 587]
radio-cairo-schedule bbox=[40, 445, 470, 523]
column-social bbox=[482, 108, 712, 2229]
social-item: Τὴν Πέμπτην 31ην Μαρτίου καὶ ὥραν 7.15 μ.μ. ὁ Σύλλογος τῶν Ἀποφοίτων Ἀλεξανδρείας ὀργανώνει εἰς τὸ Ἐπιστημονικὸν τοῦ «Ἀβέρωφ» ὁμιλίαν τοῦ κ. Γ. Κορδάνη μὲ θέμα: «Ἡ Ἑλληνικὴ Ἐπανάστασις». Ἡ εἴσοδος ἐλευθέρα. bbox=[482, 271, 712, 349]
zephyr-performers: ἡ ΚΙΚΑ ΠΟΛΥ καὶ ἡ ΜΑΡΓΟ bbox=[244, 1497, 468, 1516]
schedule-item: 14.45 Ἐπιλογαί bbox=[40, 497, 124, 510]
pharmacies-subheading: τῆς Κυριακῆς 26 Μαρτίου 1961 bbox=[118, 706, 392, 725]
venue-name: L'AIGLON bbox=[1167, 1083, 1541, 1154]
pharmacy-entry: ΚΛΙΝΤ ΕΛ ΕΝΑΒ.- 72, Ὁδὸς Φουάτ bbox=[40, 868, 226, 881]
shows-heading-line2: ΑΛΕΞΑΝΔΡΙΝΑ ΘΕΑΜΑΤΑ bbox=[40, 134, 470, 221]
flour-heading: ΑΛΕΞΥΡΩΜΥΛΑΩ ΕΙΣ ΑΛΕΞΑΝΔΡΕΙΑΝ bbox=[1175, 713, 1313, 742]
